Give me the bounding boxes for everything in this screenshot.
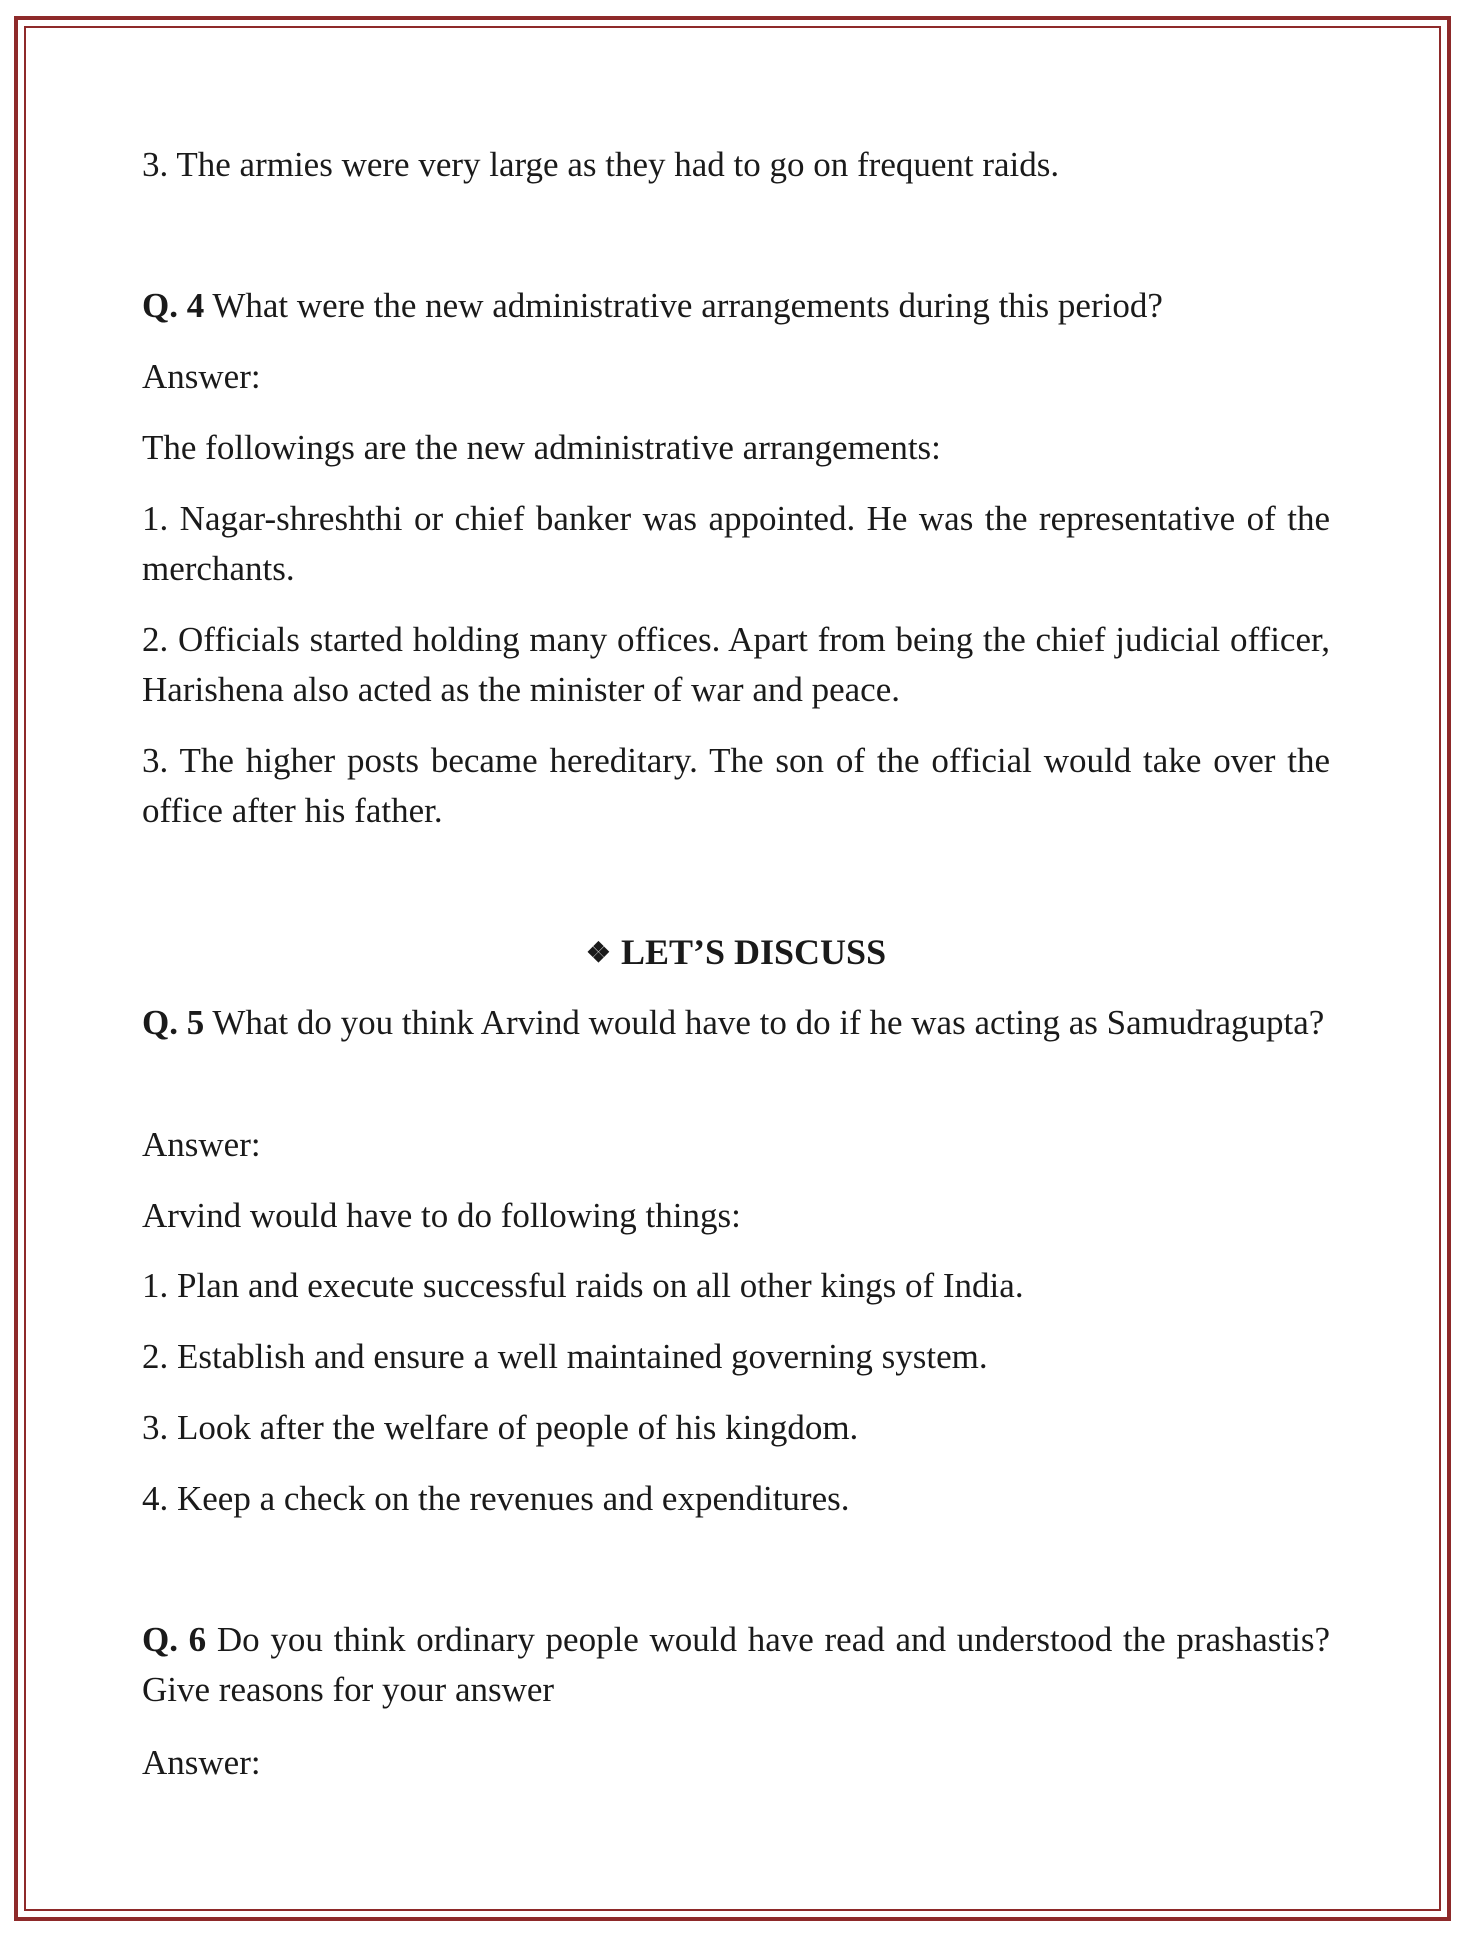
question-4-label: Q. 4: [142, 286, 205, 325]
question-4-answer-intro: The followings are the new administrative arrangements:: [142, 428, 941, 467]
question-5-label: Q. 5: [142, 1003, 205, 1042]
question-5-text: What do you think Arvind would have to do if he was acting as Samudragupta?: [204, 1003, 1325, 1042]
question-6: [142, 1615, 1330, 1715]
question-4-point-1: 1. Nagar-shreshthi or chief banker was appointed. He was the representative of the merchants.: [142, 499, 1330, 588]
question-5-point-3: 3. Look after the welfare of people of his kingdom.: [142, 1408, 859, 1447]
question-6-answer-label: Answer:: [142, 1743, 261, 1782]
question-6-label: Q. 6: [142, 1620, 207, 1659]
question-5: [142, 998, 1330, 1048]
section-heading: [142, 927, 1330, 979]
question-4-answer-label: Answer:: [142, 357, 261, 396]
question-5-answer-label: Answer:: [142, 1125, 261, 1164]
question-6-text: Do you think ordinary people would have read and understood the prashastis? Give reasons for your answer: [142, 1620, 1330, 1709]
question-5-point-4: 4. Keep a check on the revenues and expenditures.: [142, 1479, 850, 1518]
question-4-text: What were the new administrative arrangements during this period?: [204, 286, 1163, 325]
question-4: [142, 281, 1330, 331]
question-5-point-1: 1. Plan and execute successful raids on all other kings of India.: [142, 1266, 1024, 1305]
question-5-answer-intro: Arvind would have to do following things:: [142, 1196, 741, 1235]
previous-answer-point-3: 3. The armies were very large as they had to go on frequent raids.: [142, 145, 1060, 184]
diamond-bullet-icon: ❖: [585, 938, 611, 969]
question-4-point-2: 2. Officials started holding many offices. Apart from being the chief judicial officer, Harishena also acted as the minister of war and peace.: [142, 620, 1330, 709]
question-4-point-3: 3. The higher posts became hereditary. The son of the official would take over the office after his father.: [142, 741, 1330, 830]
question-5-point-2: 2. Establish and ensure a well maintained governing system.: [142, 1337, 988, 1376]
section-heading-text: LET’S DISCUSS: [620, 932, 887, 972]
